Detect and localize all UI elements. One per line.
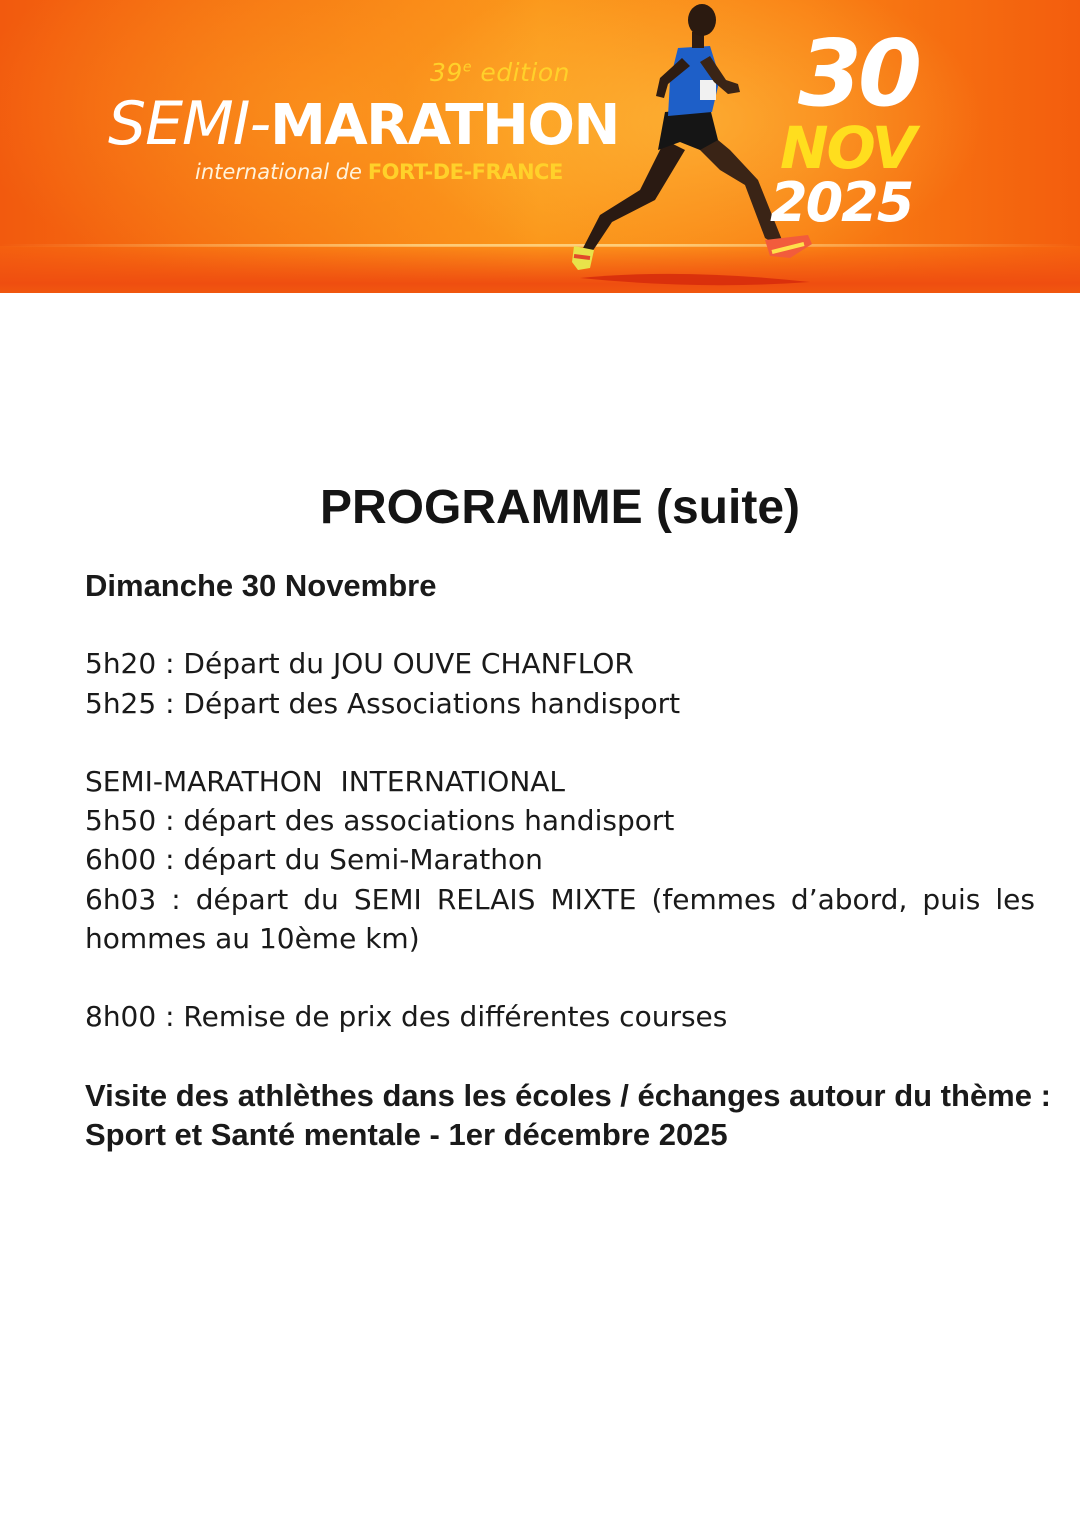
school-visit-date: Sport et Santé mentale - 1er décembre 2025 bbox=[85, 1116, 728, 1152]
spacer bbox=[85, 723, 1035, 762]
schedule-item: 6h00 : départ du Semi-Marathon bbox=[85, 843, 543, 877]
event-subtitle bbox=[195, 160, 563, 185]
spacer bbox=[85, 605, 1035, 644]
edition-number: 39 bbox=[430, 58, 463, 87]
page-title: PROGRAMME (suite) bbox=[320, 481, 800, 534]
event-city: FORT-DE-FRANCE bbox=[367, 160, 563, 184]
event-banner bbox=[0, 0, 1080, 293]
event-title-marathon: MARATHON bbox=[270, 93, 619, 158]
school-visit-line: Visite des athlèthes dans les écoles / échanges autour du thème : bbox=[85, 1077, 1051, 1113]
event-date-day: 30 bbox=[798, 20, 919, 127]
schedule-item: 5h20 : Départ du JOU OUVE CHANFLOR bbox=[85, 647, 634, 681]
edition-label bbox=[430, 58, 570, 87]
spacer bbox=[85, 1037, 1035, 1076]
schedule-item: 5h50 : départ des associations handisport bbox=[85, 804, 675, 838]
spacer bbox=[85, 958, 1035, 997]
schedule-item: 5h25 : Départ des Associations handisport bbox=[85, 686, 681, 720]
section-heading: SEMI-MARATHON INTERNATIONAL bbox=[85, 764, 566, 798]
day-heading: Dimanche 30 Novembre bbox=[85, 568, 437, 603]
event-title-semi: SEMI- bbox=[108, 89, 271, 159]
awards-item: 8h00 : Remise de prix des différentes courses bbox=[85, 1000, 728, 1034]
programme-content bbox=[85, 470, 1051, 1154]
track-floor bbox=[0, 246, 1080, 293]
event-subtitle-prefix: international de bbox=[195, 160, 362, 184]
event-date-year: 2025 bbox=[770, 171, 913, 234]
event-title bbox=[108, 89, 619, 159]
event-date-month: NOV bbox=[780, 114, 915, 182]
edition-suffix: e bbox=[462, 59, 472, 76]
edition-word: edition bbox=[480, 58, 570, 87]
schedule-item: 6h03 : départ du SEMI RELAIS MIXTE (femmes d’abord, puis les hommes au 10ème km) bbox=[85, 882, 1035, 956]
